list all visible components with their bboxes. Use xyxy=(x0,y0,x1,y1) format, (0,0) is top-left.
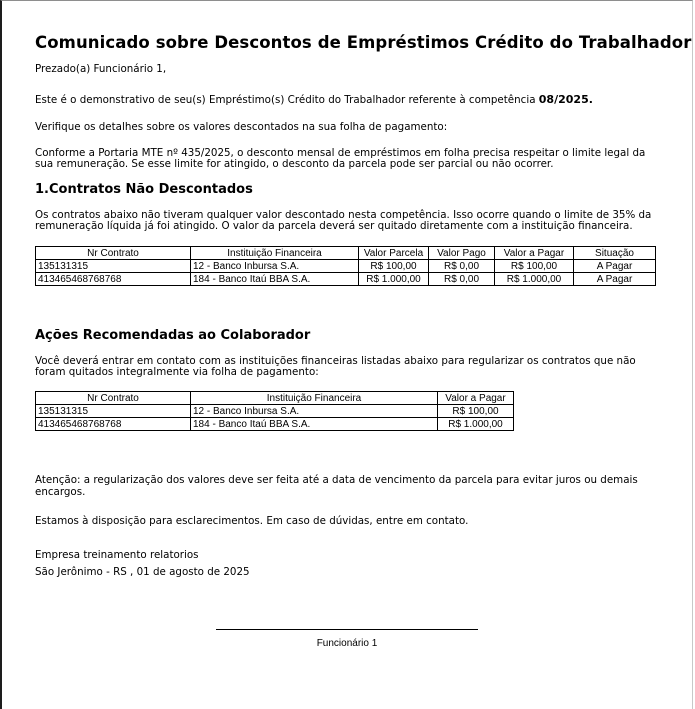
contract-number-cell: 413465468768768 xyxy=(36,273,191,286)
attention-line-1: Atenção: a regularização dos valores deve ser feita até a data de vencimento da parcela para evitar juros ou demais xyxy=(35,474,638,486)
table-row xyxy=(36,418,514,431)
paid-value-cell: R$ 0,00 xyxy=(429,273,495,286)
column-header: Valor a Pagar xyxy=(495,247,574,260)
section2-desc-line-1: Você deverá entrar em contato com as instituições financeiras listadas abaixo para regularizar os contratos que não xyxy=(35,355,636,367)
table-row xyxy=(36,273,656,286)
section2-heading: Ações Recomendadas ao Colaborador xyxy=(35,328,311,343)
institution-cell: 184 - Banco Itaú BBA S.A. xyxy=(191,273,359,286)
contract-number-cell: 413465468768768 xyxy=(36,418,191,431)
column-header: Instituição Financeira xyxy=(191,392,438,405)
intro-paragraph xyxy=(35,94,593,106)
document-title: Comunicado sobre Descontos de Empréstimos Crédito do Trabalhador xyxy=(35,33,692,52)
status-cell: A Pagar xyxy=(574,273,656,286)
contract-number-cell: 135131315 xyxy=(36,405,191,418)
company-name: Empresa treinamento relatorios xyxy=(35,549,199,561)
amount-due-cell: R$ 1.000,00 xyxy=(495,273,574,286)
amount-due-cell: R$ 1.000,00 xyxy=(438,418,514,431)
attention-line-2: encargos. xyxy=(35,486,86,498)
competencia-value: 08/2025. xyxy=(538,93,593,106)
column-header: Situação xyxy=(574,247,656,260)
amount-due-cell: R$ 100,00 xyxy=(438,405,514,418)
signature-label: Funcionário 1 xyxy=(316,638,378,649)
recommended-actions-table xyxy=(35,391,514,431)
column-header: Valor Parcela xyxy=(359,247,429,260)
portaria-line-1: Conforme a Portaria MTE nº 435/2025, o desconto mensal de empréstimos em folha precisa respeitar o limite legal da xyxy=(35,147,646,159)
institution-cell: 184 - Banco Itaú BBA S.A. xyxy=(191,418,438,431)
institution-cell: 12 - Banco Inbursa S.A. xyxy=(191,405,438,418)
portaria-line-2: sua remuneração. Se esse limite for atingido, o desconto da parcela pode ser parcial ou não ocorrer. xyxy=(35,158,554,170)
contracts-not-deducted-table xyxy=(35,246,656,286)
place-date: São Jerônimo - RS , 01 de agosto de 2025 xyxy=(35,566,250,578)
section2-desc-line-2: foram quitados integralmente via folha de pagamento: xyxy=(35,366,319,378)
column-header: Nr Contrato xyxy=(36,392,191,405)
column-header: Valor a Pagar xyxy=(438,392,514,405)
column-header: Nr Contrato xyxy=(36,247,191,260)
paid-value-cell: R$ 0,00 xyxy=(429,260,495,273)
greeting-text: Prezado(a) Funcionário 1, xyxy=(35,63,167,75)
section1-desc-line-1: Os contratos abaixo não tiveram qualquer valor descontado nesta competência. Isso ocorre quando o limite de 35% da xyxy=(35,209,652,221)
table-row xyxy=(36,405,514,418)
institution-cell: 12 - Banco Inbursa S.A. xyxy=(191,260,359,273)
section1-desc-line-2: remuneração líquida já foi atingido. O valor da parcela deverá ser quitado diretamente com a instituição financeira. xyxy=(35,220,633,232)
signature-line xyxy=(216,629,478,630)
verify-text: Verifique os detalhes sobre os valores descontados na sua folha de pagamento: xyxy=(35,121,448,133)
table-header-row xyxy=(36,392,514,405)
table-header-row xyxy=(36,247,656,260)
amount-due-cell: R$ 100,00 xyxy=(495,260,574,273)
intro-text: Este é o demonstrativo de seu(s) Empréstimo(s) Crédito do Trabalhador referente à competência xyxy=(35,94,539,106)
contract-number-cell: 135131315 xyxy=(36,260,191,273)
status-cell: A Pagar xyxy=(574,260,656,273)
contact-text: Estamos à disposição para esclarecimentos. Em caso de dúvidas, entre em contato. xyxy=(35,515,469,527)
column-header: Valor Pago xyxy=(429,247,495,260)
table-row xyxy=(36,260,656,273)
installment-value-cell: R$ 100,00 xyxy=(359,260,429,273)
section1-heading: 1.Contratos Não Descontados xyxy=(35,182,253,197)
column-header: Instituição Financeira xyxy=(191,247,359,260)
installment-value-cell: R$ 1.000,00 xyxy=(359,273,429,286)
